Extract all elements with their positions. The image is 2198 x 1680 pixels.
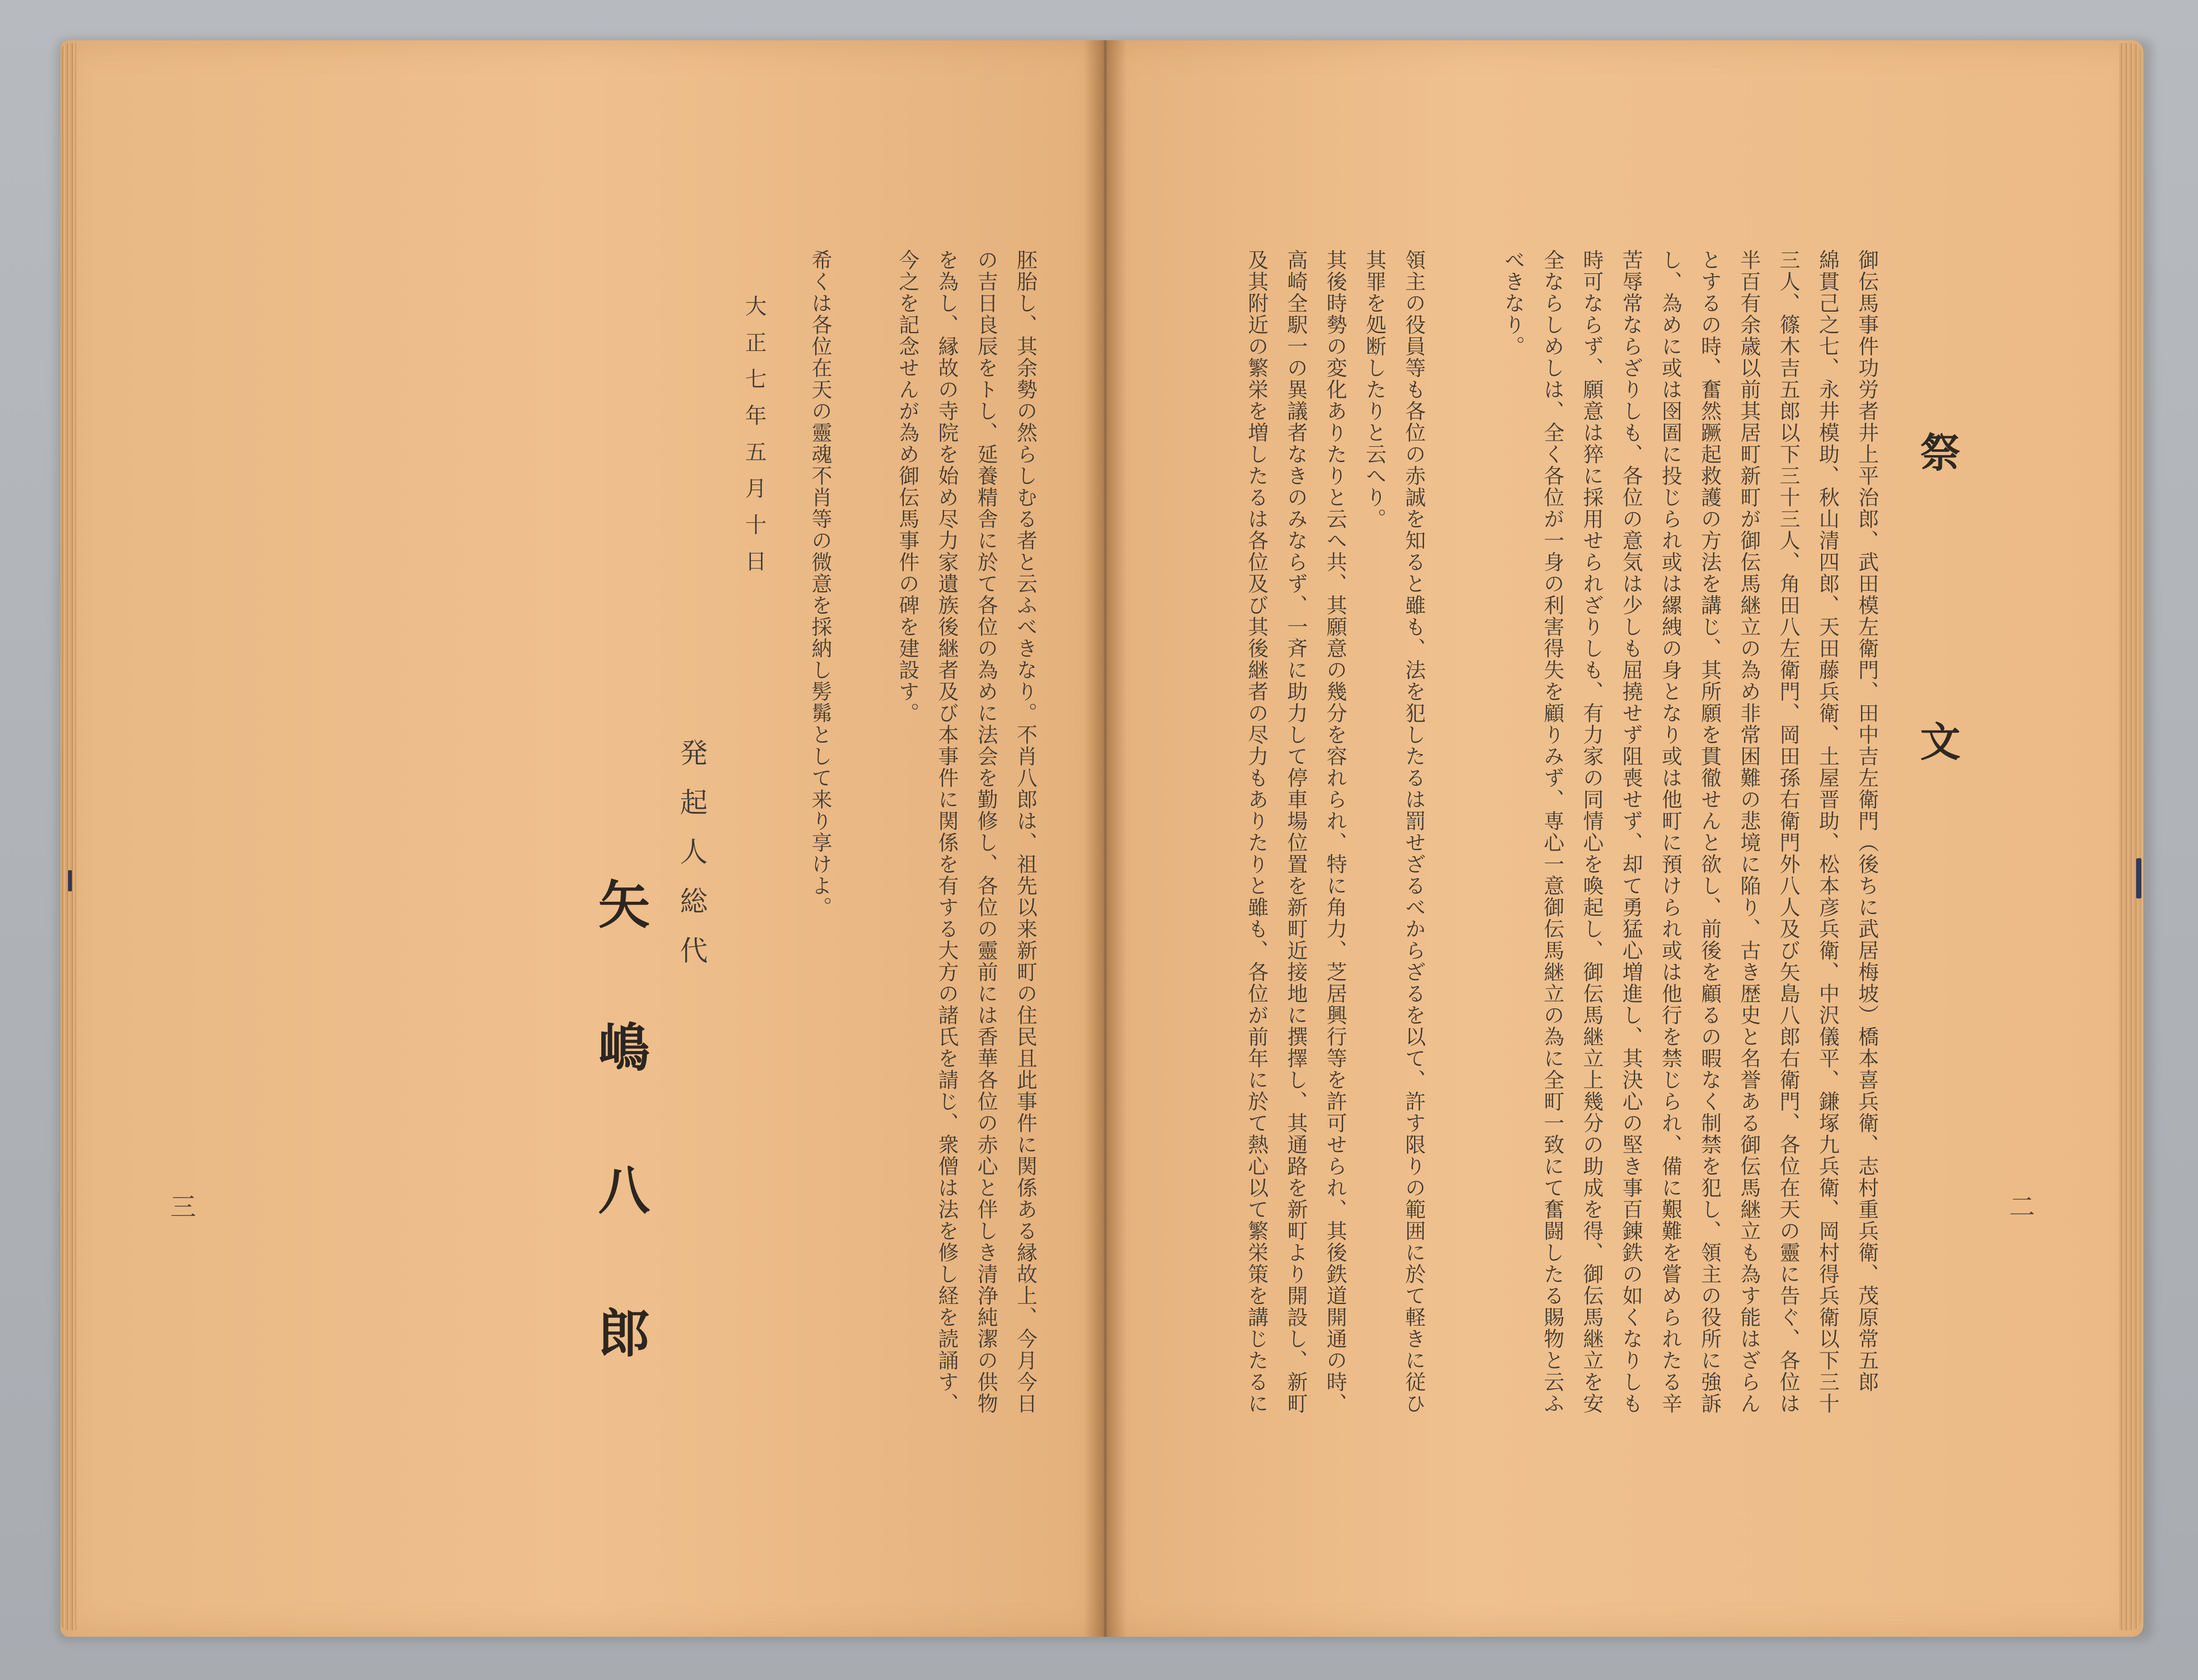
right-column-2: 綿貫己之七、永井模助、秋山清四郎、天田藤兵衛、土屋晋助、松本彦兵衛、中沢儀平、鎌塚九兵衛、岡村得兵衛以下三十 — [1815, 249, 1840, 1414]
right-column-9: 全ならしめしは、全く各位が一身の利害得失を顧りみず、専心一意御伝馬継立の為に全町一致にて奮闘したる賜物と云ふ — [1540, 249, 1565, 1414]
left-page-edge — [60, 43, 77, 1630]
document-date: 大正七年五月十日 — [741, 295, 767, 586]
right-column-12: 其罪を処断したりと云へり。 — [1362, 249, 1387, 530]
left-column-1: 胚胎し、其余勢の然らしむる者と云ふべきなり。不肖八郎は、祖先以来新町の住民且此事件に関係ある縁故上、今月今日 — [1013, 249, 1038, 1414]
signature-name: 矢嶋八郎 — [589, 877, 650, 1449]
right-column-11: 領主の役員等も各位の赤誠を知ると雖も、法を犯したるは罰せざるべからざるを以て、許す限りの範囲に於て軽きに従ひ — [1402, 249, 1426, 1414]
right-page-edge — [2119, 43, 2141, 1630]
right-page-number: 二 — [2009, 1192, 2035, 1222]
right-column-8: 時可ならず、願意は猝に採用せられざりしも、有力家の同情心を喚起し、御伝馬継立上幾分の助成を得、御伝馬継立を安 — [1579, 249, 1604, 1414]
left-column-2: の吉日良辰をトし、延養精舎に於て各位の為めに法会を勤修し、各位の靈前には香華各位の赤心と伴しき清浄純潔の供物 — [974, 249, 998, 1414]
right-column-13: 其後時勢の変化ありたりと云へ共、其願意の幾分を容れられ、特に角力、芝居興行等を許可せられ、其後鉄道開通の時、 — [1323, 249, 1347, 1414]
right-column-14: 高崎全駅一の異議者なきのみならず、一斉に助力して停車場位置を新町近接地に撰擇し、其通路を新町より開設し、新町 — [1284, 249, 1308, 1414]
right-column-15: 及其附近の繁栄を増したるは各位及び其後継者の尽力もありたりと雖も、各位が前年に於て熱心以て繁栄策を講じたるに — [1244, 249, 1269, 1414]
left-page-number: 三 — [170, 1192, 196, 1222]
right-column-4: 半百有余歳以前其居町新町が御伝馬継立の為め非常困難の悲境に陥り、古き歴史と名誉ある御伝馬継立も為す能はざらん — [1737, 249, 1761, 1414]
right-column-10: べきなり。 — [1501, 249, 1525, 357]
left-column-4: 今之を記念せんが為め御伝馬事件の碑を建設す。 — [895, 249, 920, 724]
right-column-6: し、為めに或は囹圄に投じられ或は縲絏の身となり或は他町に預けられ或は他行を禁じられ、備に艱難を嘗められたる辛 — [1658, 249, 1683, 1414]
left-column-5: 希くは各位在天の靈魂不肖等の微意を採納し髣髴として来り享けよ。 — [808, 249, 832, 918]
promoter-label: 発起人総代 — [675, 738, 708, 985]
right-column-7: 苦辱常ならざりしも、各位の意気は少しも屈撓せず阻喪せず、却て勇猛心増進し、其決心の堅き事百錬鉄の如くなりしも — [1619, 249, 1643, 1414]
page-edge-mark — [2136, 858, 2141, 898]
right-column-1: 御伝馬事件功労者井上平治郎、武田模左衛門、田中吉左衛門（後ちに武居梅坡）橋本喜兵衛、志村重兵衛、茂原常五郎 — [1855, 249, 1879, 1393]
book-gutter — [1084, 40, 1127, 1637]
right-column-3: 三人、篠木吉五郎以下三十三人、角田八左衛門、岡田孫右衛門外八人及び矢島八郎右衛門、各位在天の靈に告ぐ、各位は — [1776, 249, 1800, 1414]
document-title: 祭 文 — [1914, 432, 1961, 862]
left-edge-mark — [68, 870, 72, 891]
right-column-5: とするの時、奮然蹶起救護の方法を講じ、其所願を貫徹せんと欲し、前後を顧るの暇なく制禁を犯し、領主の役所に強訴 — [1697, 249, 1722, 1414]
left-column-3: を為し、縁故の寺院を始め尽力家遺族後継者及び本事件に関係を有する大方の諸氏を請じ、衆僧は法を修し経を読誦す、 — [935, 249, 959, 1414]
